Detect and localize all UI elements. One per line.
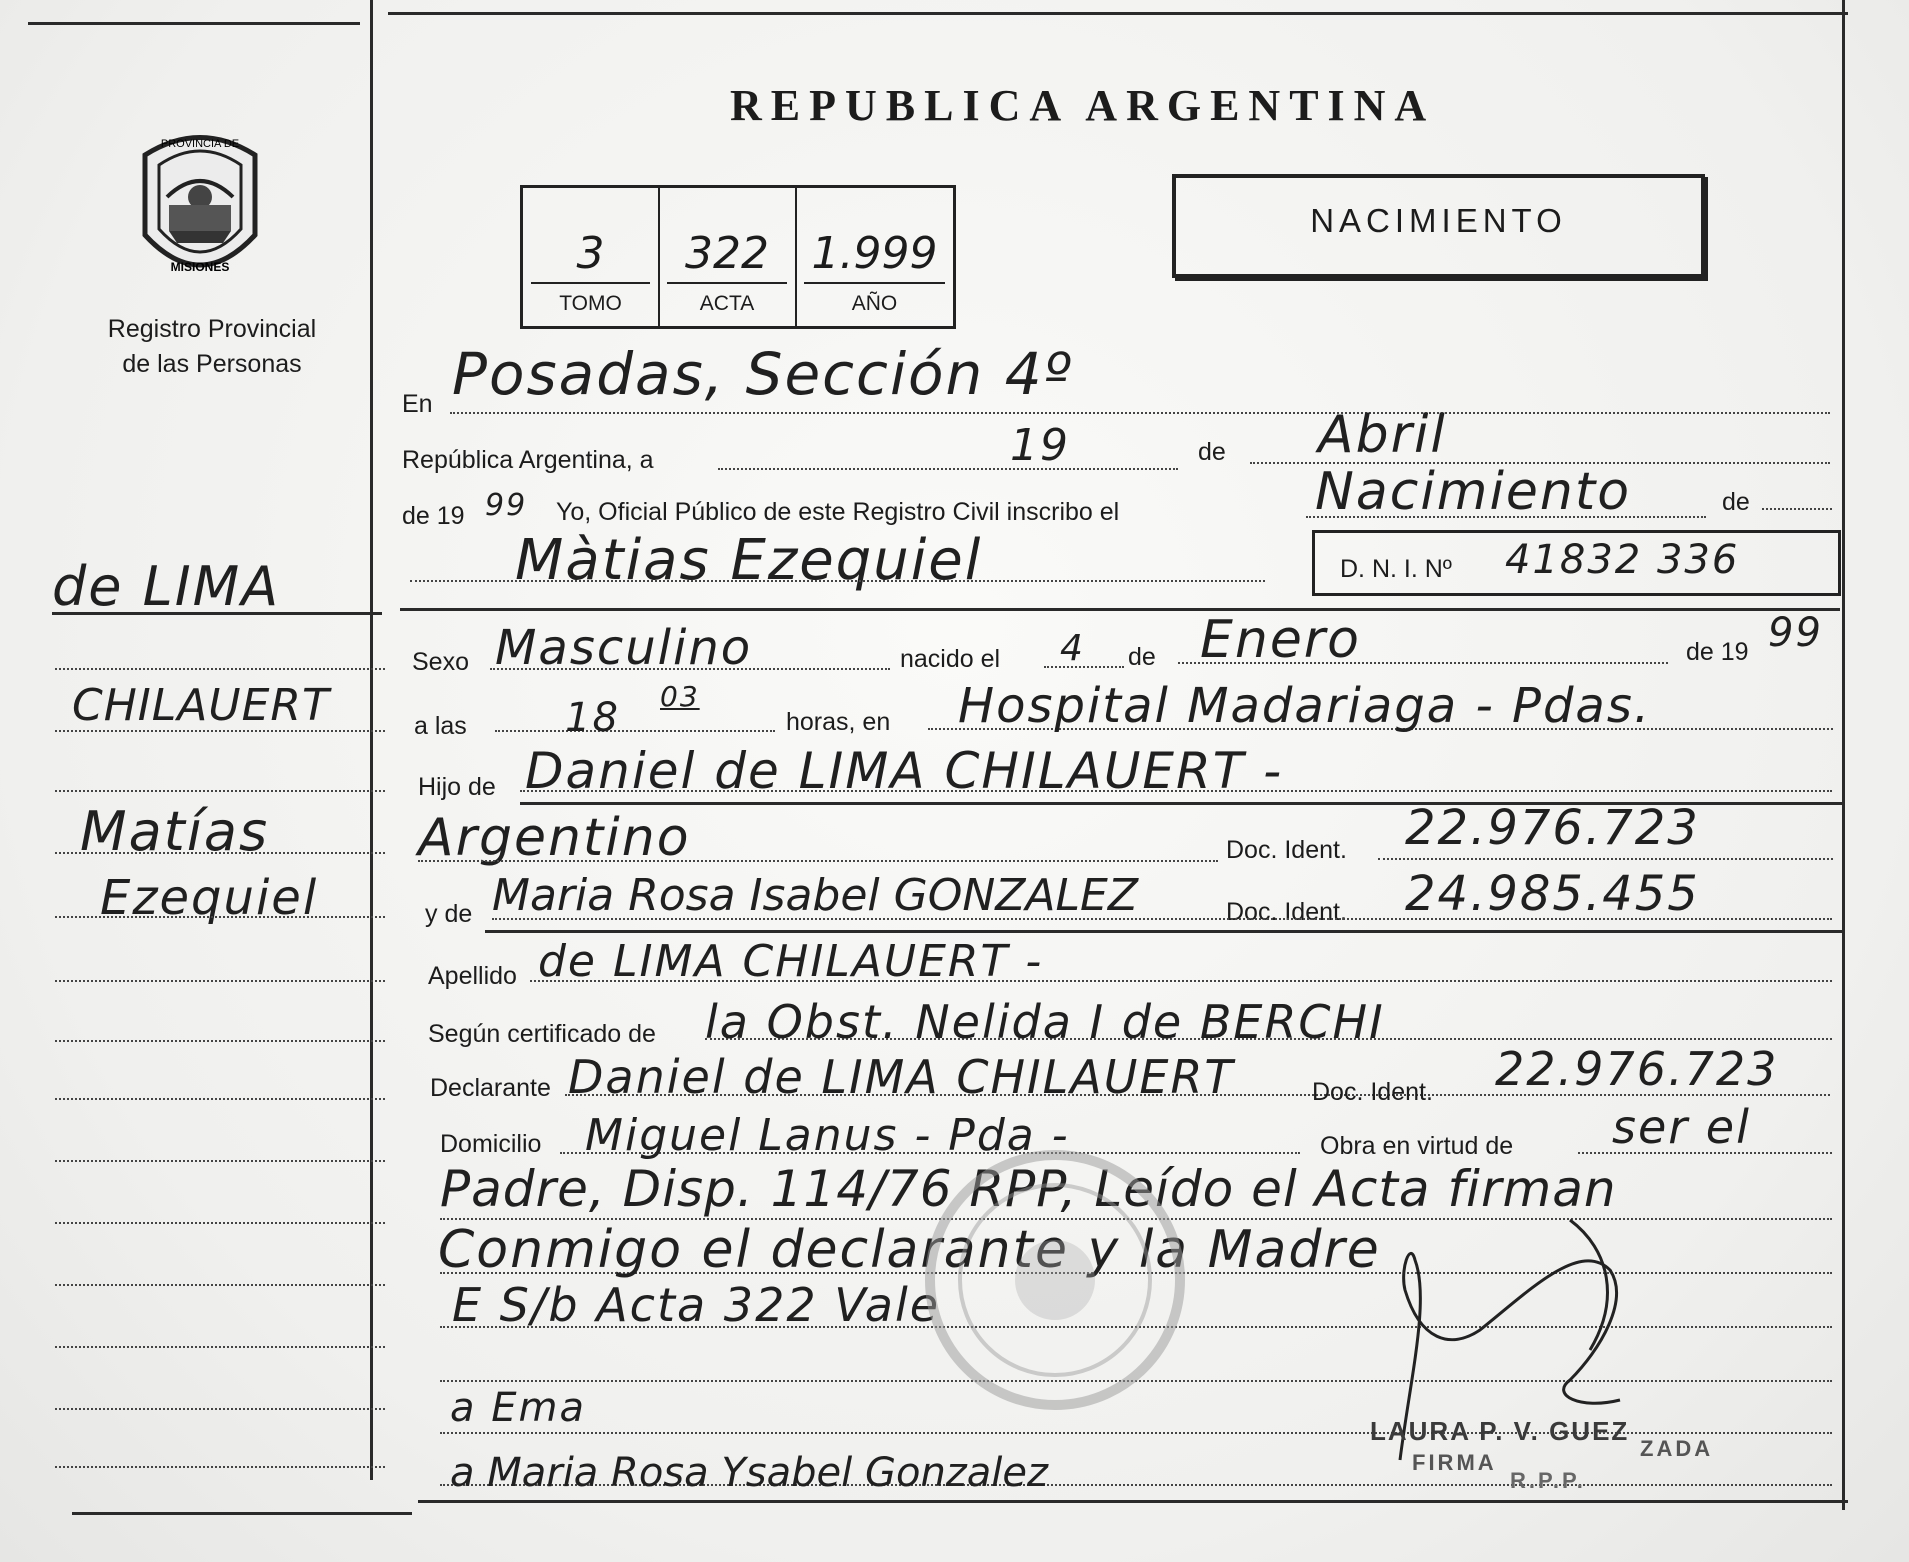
signature-2: a Maria Rosa Ysabel Gonzalez (450, 1450, 1049, 1496)
margin-surname-2: CHILAUERT (72, 680, 330, 731)
certificado-value: la Obst. Nelida I de BERCHI (705, 995, 1385, 1049)
declarante-label: Declarante (430, 1074, 551, 1102)
anio-value: 1.999 (811, 228, 938, 279)
registry-label (72, 312, 352, 382)
hijo-label: Hijo de (418, 773, 496, 801)
doc-label-declarante: Doc. Ident. (1312, 1078, 1433, 1106)
en-label: En (402, 390, 433, 418)
margin-line (55, 1222, 385, 1224)
margin-line (55, 1040, 385, 1042)
father-doc-value: 22.976.723 (1405, 800, 1700, 856)
de-label-2: de (1722, 488, 1750, 516)
registry-line-2: de las Personas (122, 350, 302, 378)
margin-line (55, 1160, 385, 1162)
margin-line (55, 980, 385, 982)
dni-value: 41832 336 (1505, 537, 1740, 583)
domicilio-label: Domicilio (440, 1130, 542, 1158)
margin-line (55, 1466, 385, 1468)
observation-line-1: Padre, Disp. 114/76 RPP, Leído el Acta firman (440, 1160, 1617, 1218)
father-name: Daniel de LIMA CHILAUERT - (525, 742, 1284, 800)
stamp-firma: FIRMA (1412, 1450, 1497, 1475)
tomo-cell (523, 188, 660, 326)
margin-line (55, 1346, 385, 1348)
place-line (450, 412, 1830, 414)
signature-1: a Ema (450, 1385, 586, 1431)
birth-day-value: 4 (1060, 628, 1085, 669)
mother-name: Maria Rosa Isabel GONZALEZ (492, 870, 1138, 921)
margin-line (55, 790, 385, 792)
father-nat-line (418, 860, 1218, 862)
horas-label: horas, en (786, 708, 891, 736)
margin-line (55, 1284, 385, 1286)
day-value: 19 (1010, 420, 1070, 471)
stamp-rpp: R.P.P. (1510, 1468, 1586, 1493)
father-nationality: Argentino (418, 808, 691, 868)
margin-line (55, 1408, 385, 1410)
lugar-value: Hospital Madariaga - Pdas. (958, 678, 1652, 734)
province-seal-icon (125, 125, 275, 285)
tomo-label: TOMO (559, 292, 622, 315)
margin-line (55, 916, 385, 918)
de-line-end (1762, 508, 1832, 510)
tomo-value: 3 (576, 228, 605, 279)
de19-label: de 19 (402, 502, 465, 530)
margin-line (55, 1098, 385, 1100)
section-rule-1 (400, 608, 1840, 611)
stamp-zada: ZADA (1640, 1436, 1714, 1461)
margin-line (55, 668, 385, 670)
observation-line-3: E S/b Acta 322 Vale (452, 1278, 941, 1332)
person-name: Màtias Ezequiel (515, 528, 983, 593)
nacido-label: nacido el (900, 645, 1001, 673)
hora-value: 18 (565, 695, 620, 741)
parents-rule-2 (485, 930, 1842, 933)
yo-label: Yo, Oficial Público de este Registro Civil inscribo el (556, 498, 1120, 526)
minutos-value: 03 (660, 680, 700, 713)
doc-label-father: Doc. Ident. (1226, 836, 1347, 864)
bottom-rule-right (418, 1500, 1848, 1503)
country-title: REPUBLICA ARGENTINA (730, 81, 1436, 130)
margin-line (55, 730, 385, 732)
birth-month-value: Enero (1200, 610, 1361, 670)
name-line (410, 580, 1265, 582)
obra-label: Obra en virtud de (1320, 1132, 1514, 1160)
margin-line (55, 852, 385, 854)
mother-doc-value: 24.985.455 (1405, 866, 1700, 922)
anio-cell (796, 188, 953, 326)
declarante-value: Daniel de LIMA CHILAUERT (568, 1050, 1235, 1104)
acta-cell (659, 188, 797, 326)
republica-label: República Argentina, a (402, 446, 654, 474)
acta-underline (667, 282, 787, 284)
anio-underline (804, 282, 945, 284)
de19-label-2: de 19 (1686, 638, 1749, 666)
left-column-divider (370, 0, 373, 1480)
apellido-value: de LIMA CHILAUERT - (538, 936, 1044, 987)
seal-top-text: PROVINCIA DE (160, 138, 240, 150)
margin-given-1: Matías (80, 800, 270, 863)
margin-given-2: Ezequiel (100, 870, 319, 926)
bottom-rule-left (72, 1512, 412, 1515)
record-number-box (520, 185, 956, 329)
declarante-doc-value: 22.976.723 (1495, 1042, 1779, 1096)
top-rule-left (28, 22, 360, 25)
observation-line-2: Conmigo el declarante y la Madre (438, 1220, 1381, 1280)
top-rule-right (388, 12, 1848, 15)
dni-label: D. N. I. Nº (1340, 555, 1452, 583)
seal-bottom-text: MISIONES (170, 260, 230, 274)
registry-line-1: Registro Provincial (107, 315, 317, 343)
segun-label: Según certificado de (428, 1020, 656, 1048)
doc-label-mother: Doc. Ident. (1226, 898, 1347, 926)
de-label-3: de (1128, 643, 1156, 671)
place-value: Posadas, Sección 4º (452, 340, 1073, 408)
act-type-box (1172, 174, 1705, 278)
domicilio-value: Miguel Lanus - Pda - (585, 1110, 1070, 1161)
alas-label: a las (414, 712, 467, 740)
yde-label: y de (425, 900, 473, 928)
birth-year-value: 99 (1768, 610, 1823, 656)
registry-round-stamp-icon (915, 1140, 1195, 1420)
day-line (718, 468, 1178, 470)
hora-line (495, 730, 775, 732)
right-border (1842, 0, 1845, 1510)
de-label: de (1198, 438, 1226, 466)
dni-box (1312, 530, 1841, 596)
mother-line (492, 918, 1832, 920)
obra-value: ser el (1612, 1100, 1751, 1154)
apellido-label: Apellido (428, 962, 517, 990)
margin-surname-1: de LIMA (52, 555, 281, 618)
father-doc-line (1378, 858, 1833, 860)
acta-value: 322 (685, 228, 769, 279)
sexo-label: Sexo (412, 648, 469, 676)
act-value: Nacimiento (1315, 462, 1632, 522)
acta-label: ACTA (699, 292, 755, 315)
stamp-name: LAURA P. V. GUEZ (1370, 1416, 1630, 1446)
tomo-underline (531, 282, 650, 284)
month-value: Abril (1318, 405, 1447, 465)
year-value: 99 (485, 488, 528, 523)
act-type-label: NACIMIENTO (1310, 202, 1567, 239)
sexo-value: Masculino (495, 620, 753, 676)
margin-underline (52, 612, 382, 615)
anio-label: AÑO (851, 292, 898, 315)
